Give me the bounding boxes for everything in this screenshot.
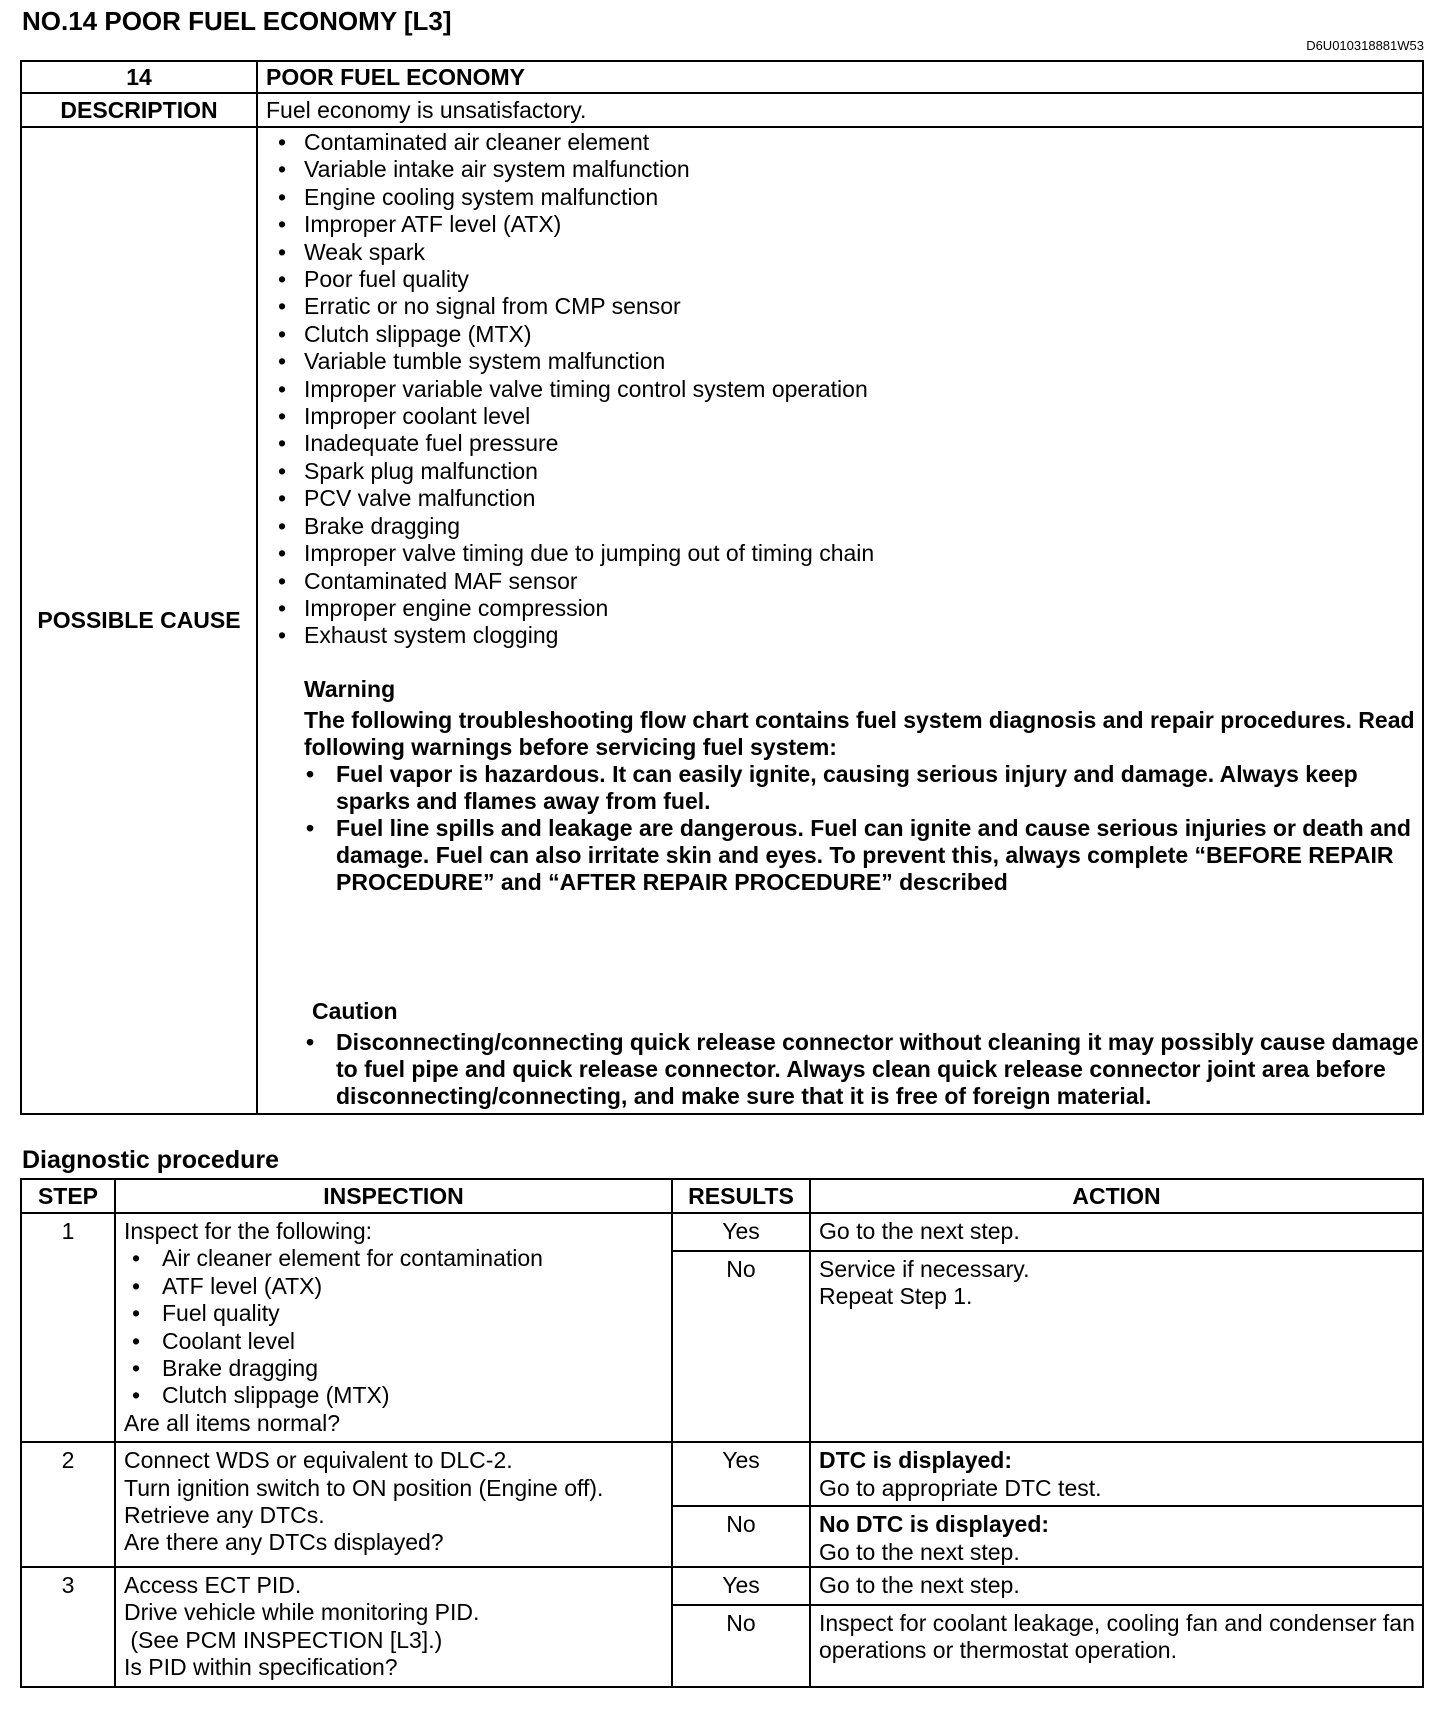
- inspection-line: Are there any DTCs displayed?: [124, 1529, 444, 1556]
- diagnostic-title: Diagnostic procedure: [22, 1146, 279, 1174]
- action-yes: Go to the next step.: [810, 1567, 1423, 1605]
- symptom-info-table: [20, 60, 1424, 1115]
- cause-item: • Erratic or no signal from CMP sensor: [266, 293, 1421, 320]
- cause-item: • Exhaust system clogging: [266, 622, 1421, 649]
- inspection-line: Drive vehicle while monitoring PID.: [124, 1599, 480, 1626]
- cause-item: • Variable intake air system malfunction: [266, 156, 1421, 183]
- cause-item: • Improper coolant level: [266, 403, 1421, 430]
- step-inspection: [115, 1442, 672, 1567]
- symptom-header-row: [21, 61, 1423, 93]
- result-no: No: [672, 1605, 810, 1687]
- cause-item: • Improper variable valve timing control system operation: [266, 376, 1421, 403]
- result-yes: Yes: [672, 1213, 810, 1251]
- action-yes: [810, 1442, 1423, 1506]
- cause-item: • PCV valve malfunction: [266, 485, 1421, 512]
- possible-cause-label: POSSIBLE CAUSE: [21, 127, 257, 1114]
- step-number: 2: [21, 1442, 115, 1567]
- action-line: Go to the next step.: [819, 1538, 1020, 1565]
- inspection-question: Are all items normal?: [124, 1409, 341, 1436]
- warning-block: [304, 707, 1421, 896]
- cause-list: [266, 129, 1421, 650]
- header-step: STEP: [21, 1179, 115, 1213]
- inspection-line: Connect WDS or equivalent to DLC-2.: [124, 1447, 513, 1474]
- cause-item: • Weak spark: [266, 239, 1421, 266]
- diagnostic-table: [20, 1178, 1424, 1688]
- inspection-line: (See PCM INSPECTION [L3].): [124, 1626, 443, 1653]
- inspection-item: • Clutch slippage (MTX): [124, 1382, 670, 1409]
- step-inspection: [115, 1567, 672, 1687]
- diagnostic-header-row: [21, 1179, 1423, 1213]
- caution-item: • Disconnecting/connecting quick release connector without cleaning it may possibly cause damage to fuel pipe and quick release connector. Always clean quick release connector joint area before disconnecting/connecting, and make sure that it is free of foreign material.: [304, 1029, 1421, 1110]
- caution-list: [304, 1029, 1421, 1110]
- cause-item: • Engine cooling system malfunction: [266, 184, 1421, 211]
- description-text: Fuel economy is unsatisfactory.: [257, 93, 1423, 127]
- symptom-number: 14: [21, 61, 257, 93]
- header-action: ACTION: [810, 1179, 1423, 1213]
- warning-title: Warning: [304, 675, 396, 702]
- warning-item: • Fuel vapor is hazardous. It can easily ignite, causing serious injury and damage. Always keep sparks and flames away from fuel.: [304, 761, 1421, 815]
- page-title: NO.14 POOR FUEL ECONOMY [L3]: [22, 6, 452, 36]
- cause-item: • Brake dragging: [266, 513, 1421, 540]
- table-row: [21, 1213, 1423, 1251]
- warning-list: [304, 761, 1421, 896]
- inspection-item: • ATF level (ATX): [124, 1273, 670, 1300]
- result-no: No: [672, 1506, 810, 1567]
- caution-title: Caution: [312, 997, 398, 1024]
- cause-item: • Inadequate fuel pressure: [266, 430, 1421, 457]
- cause-item: • Improper valve timing due to jumping out of timing chain: [266, 540, 1421, 567]
- cause-item: • Clutch slippage (MTX): [266, 321, 1421, 348]
- header-inspection: INSPECTION: [115, 1179, 672, 1213]
- inspection-intro: Inspect for the following:: [124, 1218, 373, 1244]
- cause-item: • Improper ATF level (ATX): [266, 211, 1421, 238]
- document-code: D6U010318881W53: [1306, 38, 1424, 53]
- action-yes: Go to the next step.: [810, 1213, 1423, 1251]
- result-yes: Yes: [672, 1567, 810, 1605]
- table-row: [21, 1442, 1423, 1506]
- result-yes: Yes: [672, 1442, 810, 1506]
- table-row: [21, 1567, 1423, 1605]
- inspection-line: Access ECT PID.: [124, 1572, 302, 1599]
- result-no: No: [672, 1251, 810, 1442]
- inspection-item: • Coolant level: [124, 1328, 670, 1355]
- cause-item: • Variable tumble system malfunction: [266, 348, 1421, 375]
- inspection-list: [124, 1245, 670, 1409]
- possible-cause-row: [21, 127, 1423, 1114]
- inspection-line: Retrieve any DTCs.: [124, 1502, 325, 1529]
- step-inspection: [115, 1213, 672, 1442]
- description-label: DESCRIPTION: [21, 93, 257, 127]
- action-no: Inspect for coolant leakage, cooling fan and condenser fan operations or thermostat operation.: [810, 1605, 1423, 1687]
- caution-block: [304, 1029, 1421, 1112]
- description-row: [21, 93, 1423, 127]
- action-line: Service if necessary.: [819, 1256, 1030, 1282]
- inspection-line: Turn ignition switch to ON position (Engine off).: [124, 1474, 604, 1501]
- cause-item: • Contaminated MAF sensor: [266, 568, 1421, 595]
- possible-cause-content: [257, 127, 1423, 1114]
- inspection-item: • Brake dragging: [124, 1355, 670, 1382]
- cause-item: • Improper engine compression: [266, 595, 1421, 622]
- action-heading: No DTC is displayed:: [819, 1511, 1050, 1538]
- cause-item: • Poor fuel quality: [266, 266, 1421, 293]
- warning-item: • Fuel line spills and leakage are dangerous. Fuel can ignite and cause serious injuries or death and damage. Fuel can also irritate skin and eyes. To prevent this, always complete “BEFORE REPAIR PROCEDURE” and “AFTER REPAIR PROCEDURE” described: [304, 815, 1421, 896]
- inspection-item: • Fuel quality: [124, 1300, 670, 1327]
- cause-item: • Contaminated air cleaner element: [266, 129, 1421, 156]
- warning-intro: The following troubleshooting flow chart contains fuel system diagnosis and repair procedures. Read following warnings before servicing fuel system:: [304, 706, 1415, 760]
- cause-item: • Spark plug malfunction: [266, 458, 1421, 485]
- symptom-title: POOR FUEL ECONOMY: [257, 61, 1423, 93]
- header-results: RESULTS: [672, 1179, 810, 1213]
- action-no: [810, 1251, 1423, 1442]
- action-line: Repeat Step 1.: [819, 1283, 973, 1310]
- action-line: Go to appropriate DTC test.: [819, 1474, 1102, 1501]
- step-number: 3: [21, 1567, 115, 1687]
- action-heading: DTC is displayed:: [819, 1447, 1012, 1474]
- step-number: 1: [21, 1213, 115, 1442]
- inspection-item: • Air cleaner element for contamination: [124, 1245, 670, 1272]
- inspection-line: Is PID within specification?: [124, 1654, 398, 1681]
- action-no: [810, 1506, 1423, 1567]
